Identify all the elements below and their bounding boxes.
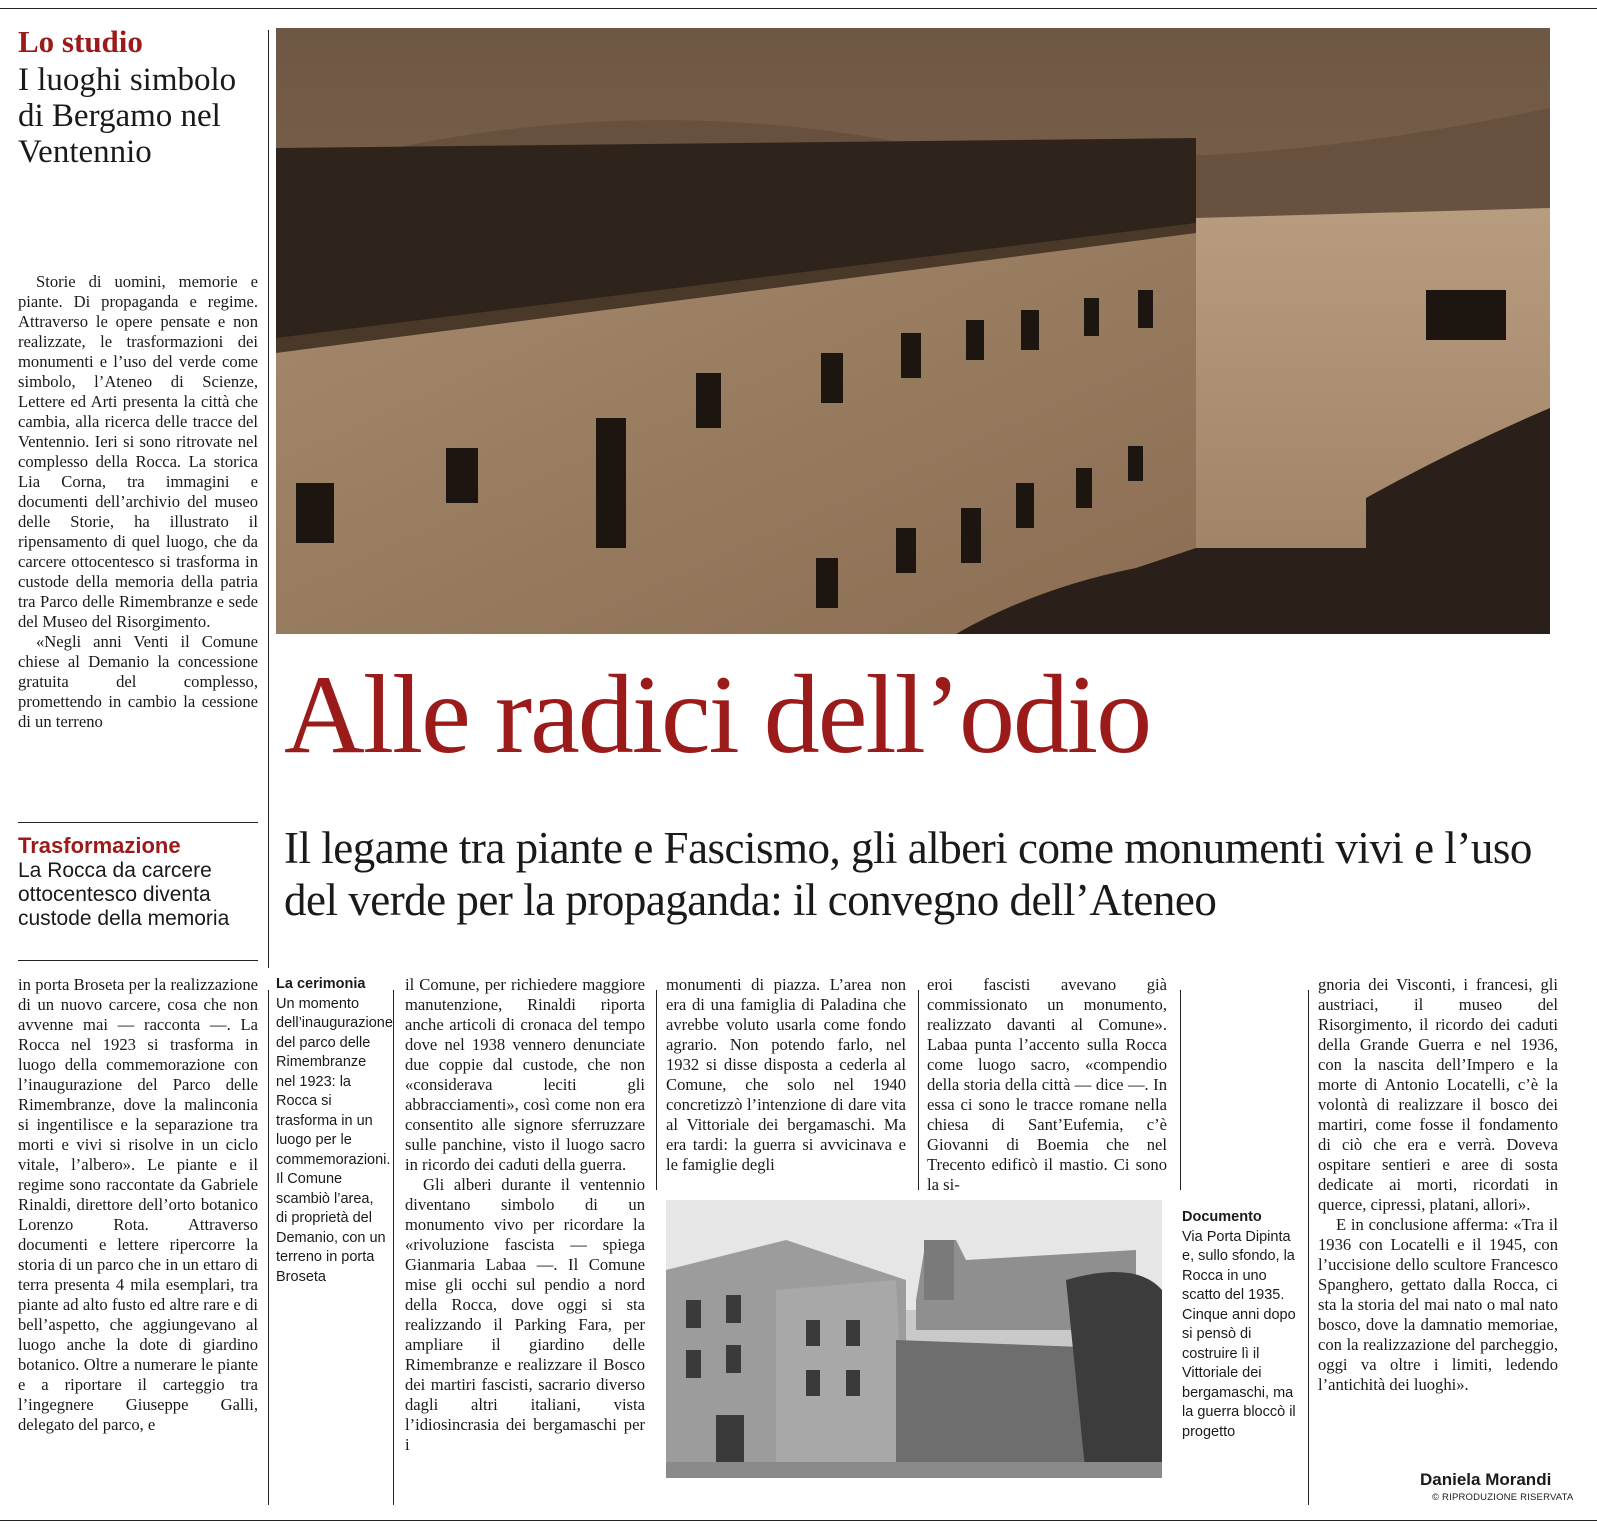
sidebar-divider — [268, 30, 269, 968]
body-paragraph: il Comune, per richiedere maggiore manutenzione, Rinaldi riporta anche articoli di cronaca del tempo dove nel 1938 vennero denunciate due coppie dal custode, che non «considerava leciti gli abbracciamenti», così come non era consentito alle signore sferruzzare sulle panchine, visto il luogo sacro in ricordo dei caduti della guerra. — [405, 975, 645, 1174]
caption-title: Documento — [1182, 1209, 1262, 1225]
intro-paragraph: Storie di uomini, memorie e piante. Di propaganda e regime. Attraverso le opere pensate e non realizzate, le trasformazioni dei monumenti e l’uso del verde come simbolo, l’Ateneo di Scienze, Lettere ed Arti presenta la città che cambia, alla ricerca delle tracce del Ventennio. Ieri si sono ritrovate nel complesso della Rocca. La storica Lia Corna, tra immagini e documenti dell’archivio del museo delle Storie, ha illustrato il ripensamento di quel luogo, che da carcere ottocentesco si trasforma in custode della memoria della patria tra Parco delle Rimembranze e sede del Museo del Risorgimento. — [18, 272, 258, 631]
byline: Daniela Morandi — [1420, 1470, 1552, 1489]
body-column-4 — [927, 975, 1167, 1195]
body-column-3 — [666, 975, 906, 1175]
body-paragraph: Gli alberi durante il ventennio diventano simbolo di un monumento vivo per ricordare la «rivoluzione fascista — spiega Gianmaria Labaa —. Il Comune mise gli occhi sul pendio a nord della Rocca, dove oggi si sta realizzando il Parking Fara, per ampliare il giardino delle Rimembranze e realizzare il Bosco dei martiri fascisti, sacrario diverso dagli altri italiani, vista l’idiosincrasia dei bergamaschi per i — [405, 1175, 645, 1454]
trasf-top-rule — [18, 822, 258, 823]
column-divider — [918, 990, 919, 1190]
trasf-bottom-rule — [18, 960, 258, 961]
via-porta-dipinta-photo — [666, 1200, 1162, 1478]
caption-title: La cerimonia — [276, 976, 366, 992]
column-divider — [393, 990, 394, 1505]
headline: Alle radici dell’odio — [284, 653, 1151, 777]
body-column-2 — [405, 975, 645, 1455]
body-paragraph: eroi fascisti avevano già commissionato un monumento, realizzato davanti al Comune». Labaa punta l’accento sulla Rocca come luogo sacro, «compendio della storia della città — dice —. In essa ci sono le tracce romane nella chiesa di Sant’Eufemia, c’è Giovanni di Boemia che nel Trecento edificò il mastio. Ci sono la si- — [927, 975, 1167, 1194]
column-divider — [1308, 990, 1309, 1505]
trasformazione-text: La Rocca da carcere ottocentesco diventa custode della memoria — [18, 859, 230, 930]
rocca-photo-drawing — [276, 28, 1550, 634]
bottom-rule — [0, 1520, 1597, 1521]
trasformazione-label: Trasformazione — [18, 833, 181, 858]
caption-text: Un momento dell’inaugurazione del parco delle Rimembranze nel 1923: la Rocca si trasforma in un luogo per le commemorazioni. Il Comune scambiò l’area, di proprietà del Demanio, con un terreno in porta Broseta — [276, 995, 393, 1285]
intro-text — [18, 272, 258, 732]
body-paragraph: E in conclusione afferma: «Tra il 1936 con Locatelli e il 1945, con l’uccisione dello scultore Francesco Spanghero, gettato dalla Rocca, ci sta la storia del mai nato o mal nato bosco, dove la damnatio memoriae, con la realizzazione del parcheggio, oggi va oltre i limiti, ledendo l’antichità dei luoghi». — [1318, 1215, 1558, 1394]
rocca-ceremony-photo — [276, 28, 1550, 634]
body-paragraph: gnoria dei Visconti, i francesi, gli austriaci, il museo del Risorgimento, il ricordo dei caduti della Grande Guerra e nel 1936, con la nascita dell’Impero e la morte di Antonio Locatelli, c’è la volontà di realizzare il bosco dei martiri, come fosse il fondamento di ciò che era e verrà. Doveva ospitare sentieri e aree di sosta dedicate ai morti, ricordati in querce, cipressi, platani, allori». — [1318, 975, 1558, 1214]
photo-caption-ceremony — [276, 975, 393, 1287]
column-divider — [656, 990, 657, 1190]
subheadline: Il legame tra piante e Fascismo, gli alberi come monumenti vivi e l’uso del verde per la propaganda: il convegno dell’Ateneo — [284, 823, 1532, 925]
body-paragraph: monumenti di piazza. L’area non era di una famiglia di Paladina che avrebbe voluto usarla come fondo agrario. Non potendo farlo, nel 1932 si disse disposta a cederla al Comune, che solo nel 1940 concretizzò l’intenzione di dare vita al Vittoriale dei bergamaschi. Ma era tardi: la guerra si avvicinava e le famiglie degli — [666, 975, 906, 1174]
copyright-note: © RIPRODUZIONE RISERVATA — [1432, 1492, 1574, 1503]
via-porta-dipinta-drawing — [666, 1200, 1162, 1478]
caption-text: Via Porta Dipinta e, sullo sfondo, la Rocca in uno scatto del 1935. Cinque anni dopo si pensò di costruire lì il Vittoriale dei bergamaschi, ma la guerra bloccò il progetto — [1182, 1228, 1296, 1440]
body-column-5 — [1318, 975, 1558, 1395]
body-paragraph: in porta Broseta per la realizzazione di un nuovo carcere, cosa che non avvenne mai — racconta —. La Rocca nel 1923 si trasforma in luogo della commemorazione con l’inaugurazione del Parco delle Rimembranze, dove la malinconia si ingentilisce e la separazione tra morti e vivi si risolve in un ciclo vitale, l’albero». Le piante e il regime sono raccontate da Gabriele Rinaldi, direttore dell’orto botanico Lorenzo Rota. Attraverso documenti e lettere ripercorre la storia di un parco che in un ettaro di terra presenta 4 mila esemplari, tra piante ad alto fusto ed altre rare e di bell’aspetto, che aggiungevano al luogo anche la dote di giardino botanico. Oltre a numerare le piante e a riportare il carteggio tra l’ingegnere Giuseppe Galli, delegato del parco, e — [18, 975, 258, 1434]
column-divider — [1180, 990, 1181, 1190]
intro-paragraph: «Negli anni Venti il Comune chiese al Demanio la concessione gratuita del complesso, promettendo in cambio la cessione di un terreno — [18, 632, 258, 731]
column-divider — [268, 990, 269, 1505]
top-rule — [0, 8, 1597, 9]
photo-caption-documento — [1182, 1208, 1304, 1442]
kicker: Lo studio — [18, 24, 143, 59]
sidebar-title: I luoghi simbolo di Bergamo nel Ventennio — [18, 62, 237, 170]
body-column-1 — [18, 975, 258, 1435]
